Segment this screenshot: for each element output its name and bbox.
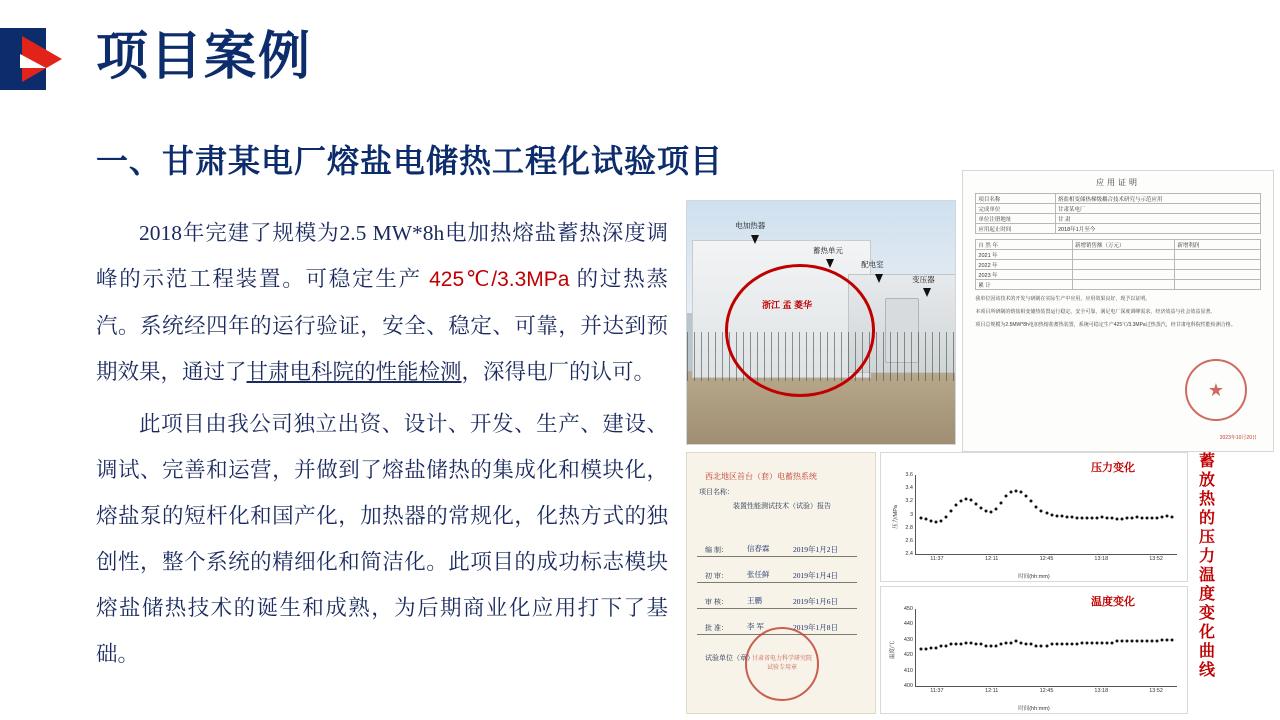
stamp-star-icon: ★ [1207,380,1225,400]
data-point [1150,517,1153,520]
data-point [1005,641,1008,644]
data-point [985,509,988,512]
data-point [1115,518,1118,521]
y-axis-tick: 3.6 [905,472,913,478]
report-field-2-label: 审 核： [705,599,728,606]
body-text [96,210,668,683]
data-point [975,502,978,505]
cert-cell-label-1: 完成单位 [976,204,1056,214]
data-point [1040,509,1043,512]
econ-row-3-profit [1175,280,1260,290]
econ-row-2-sales [1073,270,1175,280]
data-point [1120,518,1123,521]
data-point [1135,516,1138,519]
y-axis-tick: 3 [909,511,913,518]
data-point [1065,516,1068,519]
photo-callout-transformer: 变压器 [912,274,935,284]
data-point [1080,516,1083,519]
data-point [965,497,968,500]
data-point [1140,516,1143,519]
table-row [976,214,1260,224]
report-field-0-value: 信春霖 [747,544,770,553]
y-axis-tick: 400 [903,683,913,689]
data-point [985,644,988,647]
certificate-stamp [1185,359,1247,421]
paragraph-1 [96,210,668,395]
certificate-title: 应用证明 [1096,178,1140,187]
econ-row-3-year: 累 计 [976,280,1073,290]
data-point [955,504,958,507]
cert-cell-label-2: 单位注册地址 [976,214,1056,224]
application-certificate [962,170,1274,452]
data-point [975,643,978,646]
data-point [1090,517,1093,520]
econ-row-3-sales [1073,280,1175,290]
data-point [1125,517,1128,520]
data-point [920,516,923,519]
report-footer-label: 试验单位（章） [705,655,754,662]
cert-cell-value-2: 甘 肃 [1055,214,1260,224]
data-point [1145,517,1148,520]
data-point [935,646,938,649]
data-point [1015,640,1018,643]
data-point [930,646,933,649]
data-point [1005,495,1008,498]
data-point [930,520,933,523]
y-axis-tick: 440 [903,621,913,628]
data-point [1020,491,1023,494]
photo-red-label: 浙江 孟 菱华 [762,300,813,311]
data-point [1090,641,1093,644]
test-report-scan [686,452,876,714]
report-field-3-value: 李 军 [747,622,764,631]
data-point [1110,641,1113,644]
data-point [1095,641,1098,644]
report-field-3-date: 2019年1月8日 [793,623,838,632]
cert-cell-value-3: 2018年1月至今 [1055,224,1260,234]
certificate-paragraph-1: 本项目所研制的熔盐相变储热装置运行稳定、安全可靠，满足电厂深度调峰需求，经济效益与社会效益显著。 [975,309,1216,315]
data-point [1085,641,1088,644]
photo-callout-heater: 电加热器 [735,221,766,231]
paragraph-2: 此项目由我公司独立出资、设计、开发、生产、建设、调试、完善和运营，并做到了熔盐储热的集成化和模块化，熔盐泵的短杆化和国产化，加热器的常规化，化热方式的独创性，整个系统的精细化和简洁化。此项目的成功标志模块熔盐储热技术的诞生和成熟，为后期商业化应用打下了基础。 [96,412,668,666]
pressure-chart-title: 压力变化 [1091,462,1135,474]
data-point [1170,516,1173,519]
x-axis-tick: 13:52 [1149,688,1163,694]
econ-header-1: 新增销售额（万元） [1073,240,1175,250]
certificate-paragraph-0: 我单位因该技术的开发与研制在实际生产中应用，应用效果良好，现予以证明。 [975,296,1151,302]
highlight-steam-params: 425℃/3.3MPa [429,268,570,291]
report-field-0-label: 编 制： [705,547,728,554]
report-rule-2 [697,608,857,609]
data-point [920,648,923,651]
cert-cell-label-3: 应用起止时间 [976,224,1056,234]
econ-header-0: 自 然 年 [976,240,1073,250]
data-point [980,506,983,509]
report-title-line2: 装置性能测试技术（试验）报告 [733,503,831,510]
data-point [1105,641,1108,644]
photo-highlight-ellipse [725,264,876,396]
report-heading: 西北地区首台（套）电蓄热系统 [705,472,817,481]
report-stamp-text: 甘肃省电力科学研究院 试验专用章 [751,656,812,671]
data-point [1025,495,1028,498]
paragraph-1-part-b: 的过热蒸汽。系统经四年的运行验证，安全、稳定、可靠，并达到预期效果，通过了 [96,267,668,384]
table-row [976,204,1260,214]
data-point [980,643,983,646]
econ-row-0-profit [1175,250,1260,260]
report-field-3-label: 批 准： [705,625,728,632]
y-axis-tick: 3.2 [905,498,913,505]
data-point [1085,517,1088,520]
temperature-chart-plot [903,606,1177,694]
data-point [940,520,943,523]
data-point [1025,643,1028,646]
x-axis-tick: 12:11 [985,688,999,694]
econ-row-2-profit [1175,270,1260,280]
x-axis-tick: 12:45 [1039,556,1054,562]
data-point [935,521,938,524]
data-point [1105,516,1108,519]
pressure-chart-plot [905,472,1177,562]
pressure-chart-ylabel: 压力/MPa [892,505,899,529]
report-stamp [745,627,819,701]
data-point [1075,643,1078,646]
data-point [1155,640,1158,643]
data-point [955,643,958,646]
report-rule-1 [697,582,857,583]
data-point [1035,505,1038,508]
data-point [1120,640,1123,643]
x-axis-tick: 13:18 [1094,688,1109,694]
report-field-0-date: 2019年1月2日 [793,545,838,554]
data-point [1000,501,1003,504]
photo-callout-switchroom: 配电室 [861,260,884,270]
data-point [1060,643,1063,646]
certificate-economic-table [975,239,1260,290]
data-point [1070,643,1073,646]
data-point [945,644,948,647]
data-point [1100,641,1103,644]
econ-row-1-profit [1175,260,1260,270]
data-point [970,499,973,502]
data-point [1030,643,1033,646]
x-axis-tick: 11:37 [930,688,944,694]
data-point [1160,516,1163,519]
econ-row-0-sales [1073,250,1175,260]
table-row [976,280,1260,290]
temperature-chart-xlabel: 时间(hh:mm) [1018,706,1050,712]
photo-arrow-transformer [923,288,931,297]
y-axis-tick: 2.6 [905,537,913,544]
data-point [1075,516,1078,519]
data-point [1170,638,1173,641]
data-point [1020,641,1023,644]
data-point [1055,514,1058,517]
y-axis-tick: 3.4 [905,485,913,492]
y-axis-tick: 450 [903,606,913,612]
data-point [1135,640,1138,643]
report-field-1-label: 初 审： [705,573,728,580]
photo-arrow-switchroom [875,274,883,283]
econ-row-0-year: 2021 年 [976,250,1073,260]
report-field-1-date: 2019年1月4日 [793,571,838,580]
data-point [1110,517,1113,520]
report-field-2-date: 2019年1月6日 [793,597,838,606]
data-point [1165,515,1168,518]
table-header-row [976,240,1260,250]
x-axis-tick: 11:37 [930,556,944,562]
x-axis-tick: 13:52 [1149,556,1163,562]
data-point [925,648,928,651]
data-point [1115,640,1118,643]
site-photo [686,200,956,445]
table-row [976,260,1260,270]
data-point [970,641,973,644]
data-point [1045,644,1048,647]
data-point [1160,638,1163,641]
data-point [995,644,998,647]
data-point [995,508,998,511]
table-row [976,250,1260,260]
data-point [1125,640,1128,643]
data-point [1155,516,1158,519]
temperature-chart-ylabel: 温度/℃ [890,640,897,660]
x-axis-tick: 12:11 [985,556,999,562]
vertical-caption: 蓄放热的压力温度变化曲线 [1198,453,1215,679]
data-point [1060,515,1063,518]
econ-header-2: 新增利润 [1175,240,1260,250]
y-axis-tick: 2.8 [905,524,913,531]
data-point [1080,641,1083,644]
table-row [976,270,1260,280]
x-axis-tick: 13:18 [1094,556,1109,562]
data-point [1165,638,1168,641]
data-point [1150,640,1153,643]
cert-cell-value-0: 熔盐相变储热梯级耦合技术研究与示范应用 [1055,194,1260,204]
highlight-test-institute: 甘肃电科院的性能检测 [246,360,462,384]
data-point [1130,640,1133,643]
data-point [960,643,963,646]
pressure-chart [880,452,1188,582]
data-point [1030,500,1033,503]
y-axis-tick: 420 [903,652,913,659]
data-point [1040,644,1043,647]
certificate-info-table [975,193,1260,234]
data-point [1050,513,1053,516]
report-rule-0 [697,556,857,557]
photo-arrow-heater [751,235,759,244]
data-point [1065,643,1068,646]
report-title-line1: 项目名称： [699,489,734,496]
company-logo-icon [0,28,66,90]
section-title: 一、甘肃某电厂熔盐电储热工程化试验项目 [96,143,724,179]
data-point [950,510,953,513]
page-title: 项目案例 [96,28,313,86]
data-point [950,643,953,646]
paragraph-1-part-a: 2018年完建了规模为2.5 MW*8h电加热熔盐蓄热深度调峰的示范工程装置。可稳定生产 [96,221,668,291]
data-point [925,518,928,521]
data-point [1140,640,1143,643]
photo-callout-storage: 蓄热单元 [812,245,843,255]
y-axis-tick: 410 [903,667,913,674]
table-row [976,194,1260,204]
pressure-chart-xlabel: 时间(hh:mm) [1018,574,1050,580]
data-point [1010,491,1013,494]
data-point [1035,644,1038,647]
data-point [1000,643,1003,646]
data-point [1095,516,1098,519]
x-axis-tick: 12:45 [1039,688,1054,694]
data-point [940,644,943,647]
temperature-chart [880,586,1188,714]
data-point [1130,516,1133,519]
econ-row-1-sales [1073,260,1175,270]
data-point [945,516,948,519]
data-point [1070,516,1073,519]
econ-row-2-year: 2023 年 [976,270,1073,280]
logo-white-notch [20,54,46,68]
data-point [1015,489,1018,492]
data-point [1010,641,1013,644]
paragraph-1-part-c: ，深得电厂的认可。 [461,360,656,384]
data-point [1045,512,1048,515]
data-point [1145,640,1148,643]
data-point [990,510,993,513]
data-point [1050,643,1053,646]
report-field-2-value: 王鹏 [747,596,762,605]
cert-cell-label-0: 项目名称 [976,194,1056,204]
temperature-chart-title: 温度变化 [1091,596,1135,608]
certificate-sign-date: 2023年10月20日 [1219,435,1257,441]
photo-arrow-storage [826,259,834,268]
y-axis-tick: 430 [903,636,913,643]
data-point [990,644,993,647]
data-point [965,641,968,644]
y-axis-tick: 2.4 [905,551,913,557]
cert-cell-value-1: 甘肃某电厂 [1055,204,1260,214]
certificate-paragraph-2: 项目总规模为2.5MW*8h电加热熔盐蓄热装置，系统可稳定生产425℃/3.3MPa过热蒸汽，经甘肃电科院性能检测合格。 [975,322,1236,328]
data-point [1100,516,1103,519]
data-point [1055,643,1058,646]
table-row [976,224,1260,234]
econ-row-1-year: 2022 年 [976,260,1073,270]
report-field-1-value: 张任鲜 [747,570,770,579]
data-point [960,500,963,503]
